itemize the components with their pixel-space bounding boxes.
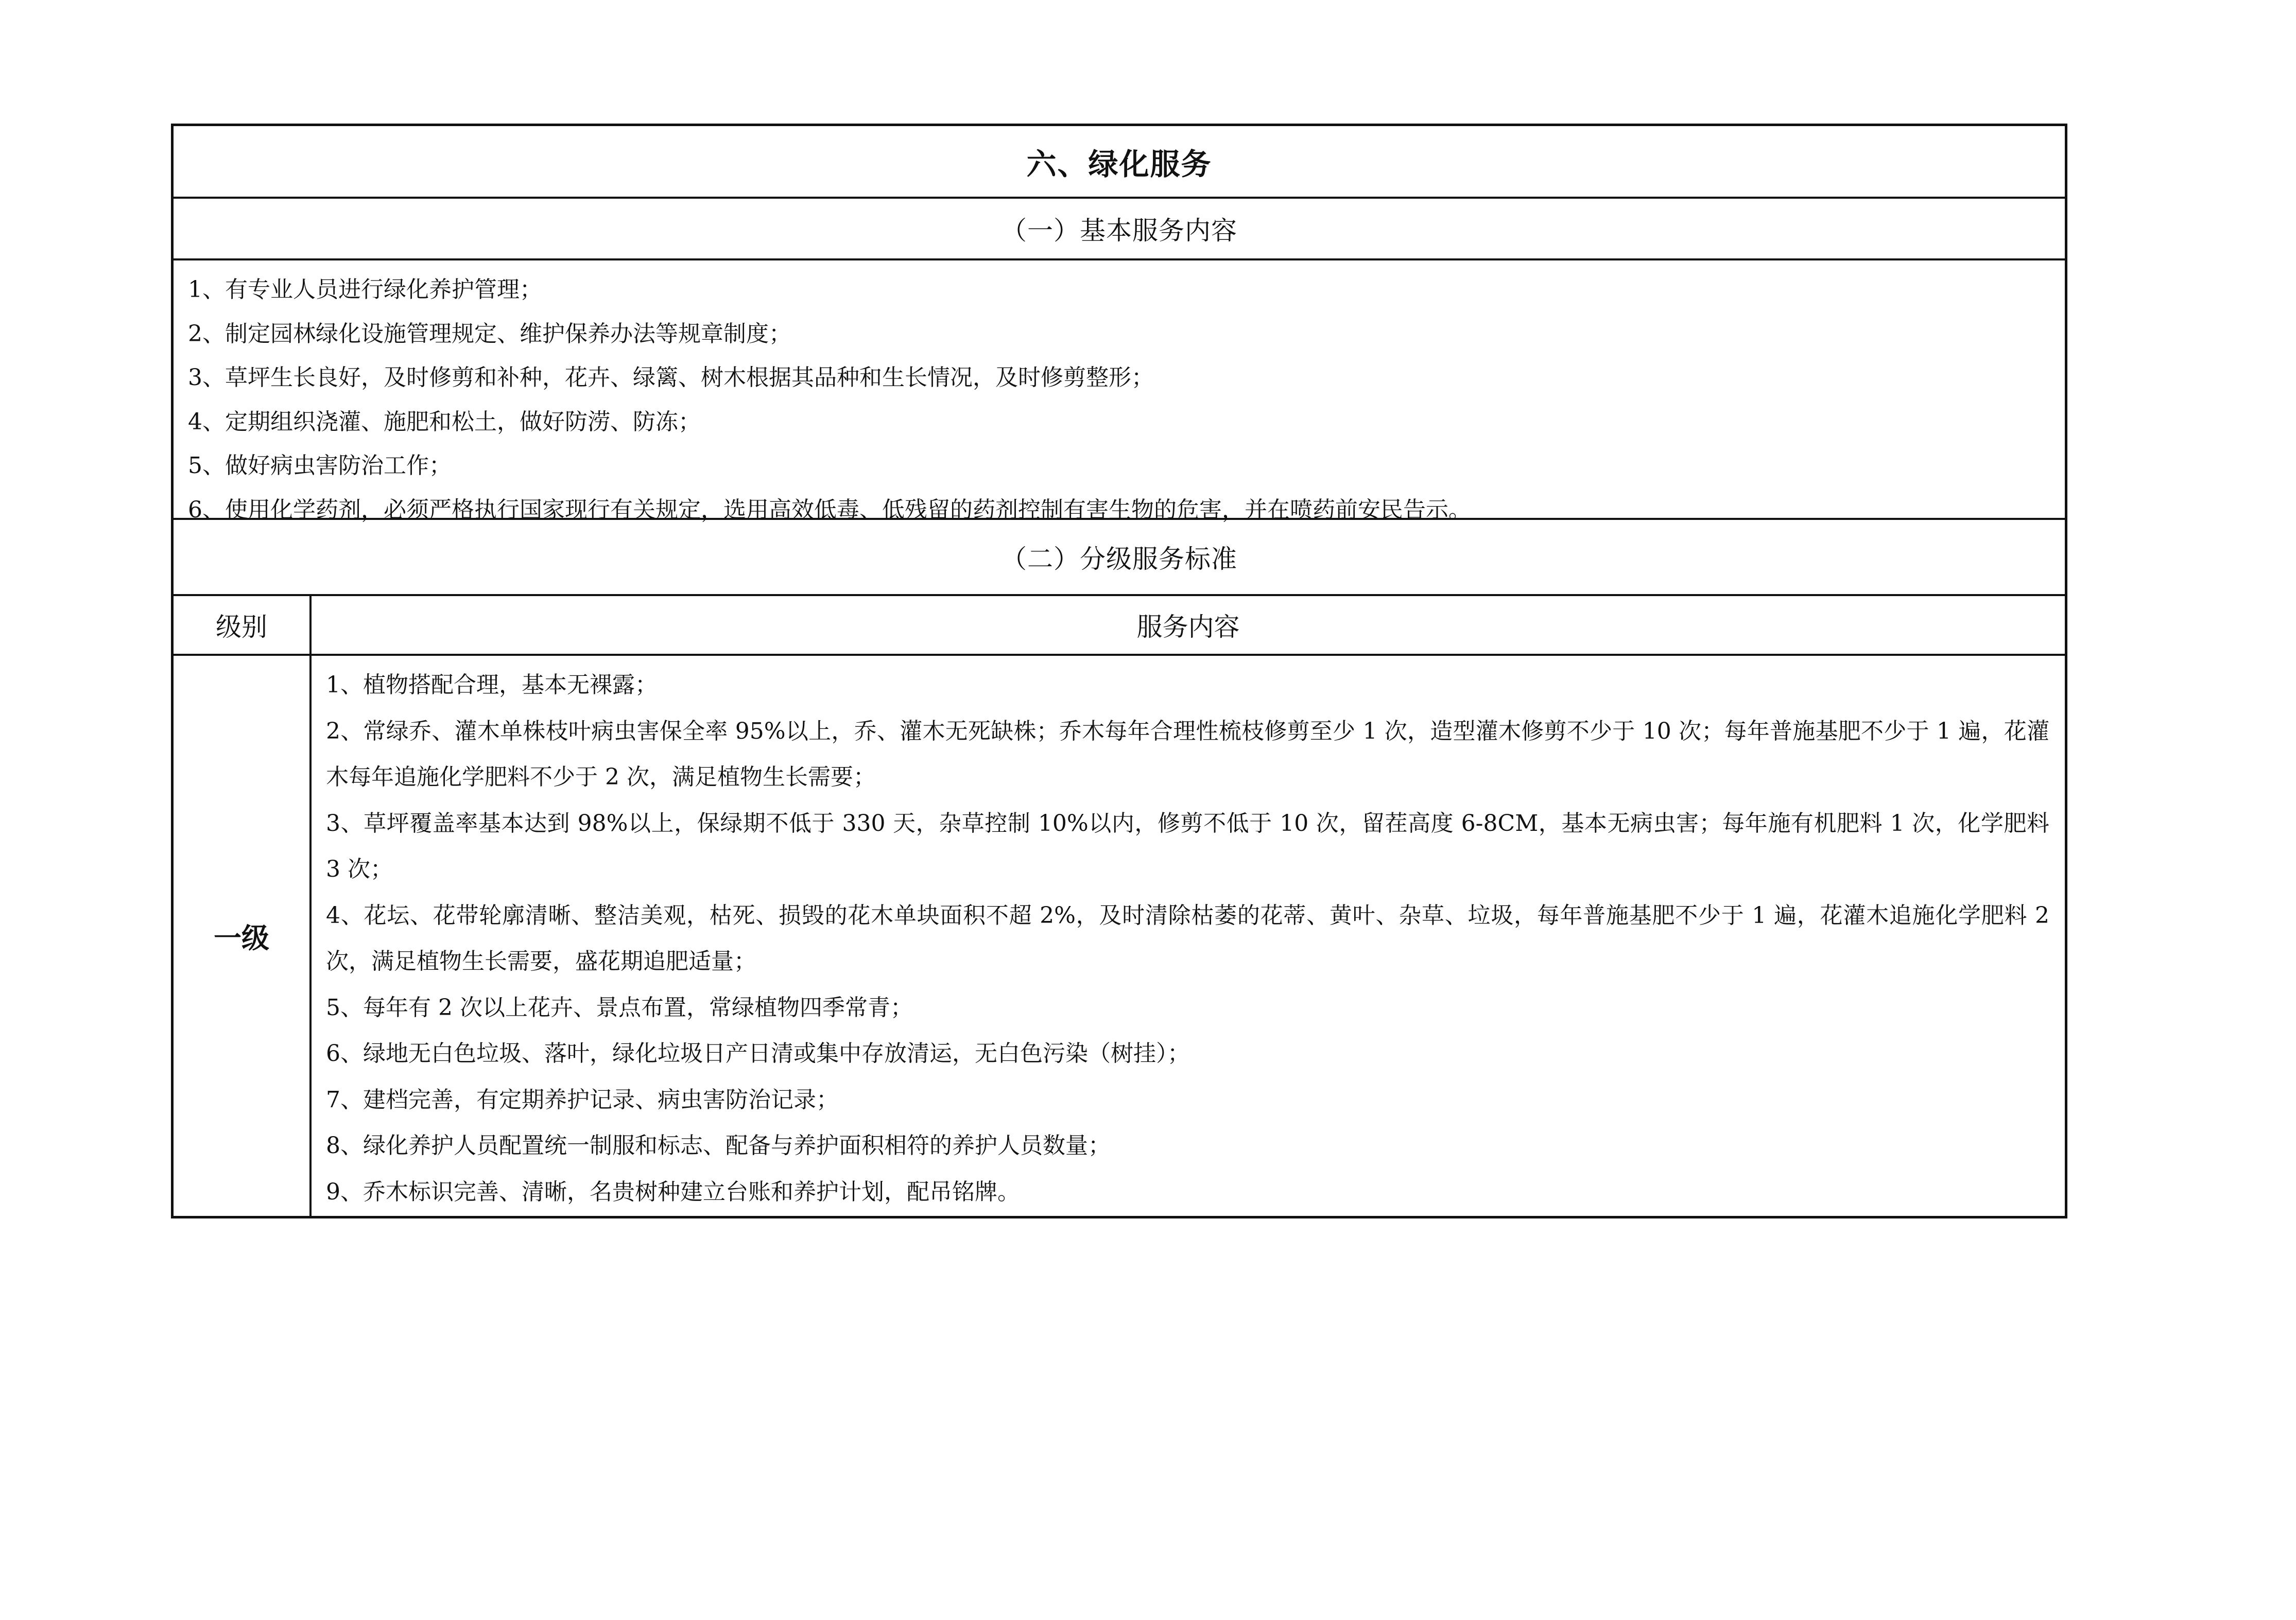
basic-item: 6、使用化学药剂，必须严格执行国家现行有关规定，选用高效低毒、低残留的药剂控制有害生物的危害，并在喷药前安民告示。: [188, 496, 1471, 523]
content-header-label: 服务内容: [1136, 612, 1240, 642]
standard-item: 1、植物搭配合理，基本无裸露；: [326, 672, 658, 698]
document-title: 六、绿化服务: [1026, 146, 1212, 182]
standard-item: 6、绿地无白色垃圾、落叶，绿化垃圾日产日清或集中存放清运，无白色污染（树挂）；: [326, 1040, 1190, 1067]
greening-service-table: [171, 124, 2067, 1218]
level-label: 一级: [214, 921, 269, 954]
content-column-header: [312, 596, 2065, 654]
basic-item: 2、制定园林绿化设施管理规定、维护保养办法等规章制度；: [188, 320, 791, 347]
standard-table-row: [174, 656, 2065, 1216]
level-header-label: 级别: [216, 612, 267, 642]
basic-item: 3、草坪生长良好，及时修剪和补种，花卉、绿篱、树木根据其品种和生长情况，及时修剪整形；: [188, 364, 1154, 391]
standard-item: 7、建档完善，有定期养护记录、病虫害防治记录；: [326, 1086, 839, 1113]
basic-section-header: [174, 199, 2065, 260]
standard-item: 2、常绿乔、灌木单株枝叶病虫害保全率 95%以上，乔、灌木无死缺株；乔木每年合理性梳枝修剪至少 1 次，造型灌木修剪不少于 10 次；每年普施基肥不少于 1 遍，花灌木每年追施化学肥料不少于 2 次，满足植物生长需要；: [326, 718, 2049, 790]
level-cell: [174, 656, 312, 1216]
title-row: [174, 126, 2065, 199]
standard-item: 5、每年有 2 次以上花卉、景点布置，常绿植物四季常青；: [326, 994, 913, 1021]
basic-item: 1、有专业人员进行绿化养护管理；: [188, 276, 542, 303]
content-cell: [312, 656, 2065, 1216]
standard-item: 4、花坛、花带轮廓清晰、整洁美观，枯死、损毁的花木单块面积不超 2%，及时清除枯萎的花蒂、黄叶、杂草、垃圾，每年普施基肥不少于 1 遍，花灌木追施化学肥料 2 次，满足植物生长需要，盛花期追肥适量；: [326, 902, 2049, 974]
standard-item: 3、草坪覆盖率基本达到 98%以上，保绿期不低于 330 天，杂草控制 10%以内，修剪不低于 10 次，留茬高度 6-8CM，基本无病虫害；每年施有机肥料 1 次，化学肥料 3 次；: [326, 810, 2049, 882]
basic-service-list: [174, 260, 2065, 523]
standard-item: 9、乔木标识完善、清晰，名贵树种建立台账和养护计划，配吊铭牌。: [326, 1178, 1020, 1205]
standard-section-header: [174, 520, 2065, 596]
basic-item: 4、定期组织浇灌、施肥和松土，做好防涝、防冻；: [188, 408, 701, 435]
standard-item: 8、绿化养护人员配置统一制服和标志、配备与养护面积相符的养护人员数量；: [326, 1133, 1111, 1159]
standard-section-heading: （二）分级服务标准: [1001, 544, 1237, 574]
standard-table-header: [174, 596, 2065, 656]
level-column-header: [174, 596, 312, 654]
basic-section-heading: （一）基本服务内容: [1001, 216, 1237, 246]
basic-item: 5、做好病虫害防治工作；: [188, 452, 452, 479]
